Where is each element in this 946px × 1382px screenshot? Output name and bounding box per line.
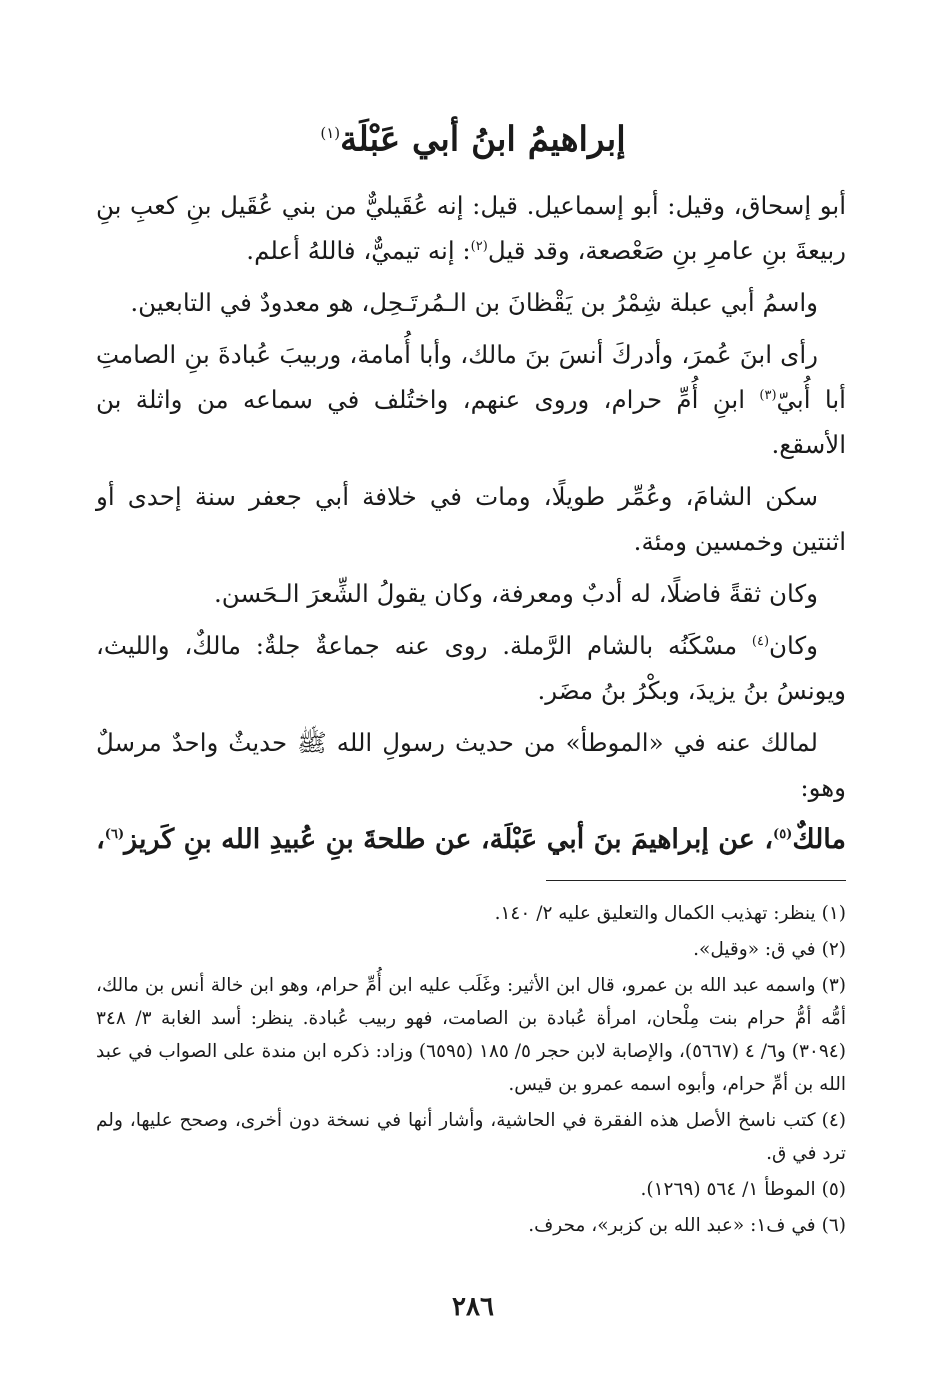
footnote-marker: (٥) bbox=[773, 827, 793, 842]
paragraph-kunya bbox=[96, 183, 846, 273]
text-segment: أبو إسحاق، وقيل: أبو إسماعيل. قيل: إنه عُقَيليٌّ من بني عُقَيل بنِ كعبِ بنِ ربيعةَ بنِ عامرِ بنِ صَعْصعة، وقد قيل bbox=[96, 191, 846, 265]
paragraph-muwatta bbox=[96, 720, 846, 810]
main-text bbox=[96, 183, 846, 869]
footnote-text: في ف١: «عبد الله بن كزبر»، محرف. bbox=[528, 1215, 816, 1236]
footnote-text: في ق: «وقيل». bbox=[693, 939, 816, 960]
text-segment: سكن الشامَ، وعُمِّر طويلًا، ومات في خلافة أبي جعفر سنة إحدى أو اثنتين وخمسين ومئة. bbox=[96, 482, 846, 556]
footnote-text: كتب ناسخ الأصل هذه الفقرة في الحاشية، وأشار أنها في نسخة دون أخرى، وصحح عليها، ولم ترد في ق. bbox=[96, 1110, 846, 1164]
footnote-marker: (٣) bbox=[759, 387, 777, 403]
title-text: إبراهيمُ ابنُ أبي عَبْلَة bbox=[340, 119, 626, 160]
footnote-marker: (٦) bbox=[104, 827, 125, 842]
footnote-marker: (٢) bbox=[470, 238, 488, 254]
footnote-marker: (١) bbox=[320, 124, 341, 142]
footnote-item bbox=[96, 1209, 846, 1242]
footnote-text: الموطأ ١/ ٥٦٤ (١٢٦٩). bbox=[640, 1179, 816, 1200]
footnote-item bbox=[96, 897, 846, 930]
entry-title bbox=[0, 108, 946, 164]
footnote-item bbox=[96, 1104, 846, 1170]
footnote-text: ينظر: تهذيب الكمال والتعليق عليه ٢/ ١٤٠. bbox=[494, 903, 816, 924]
paragraph-father-name bbox=[96, 280, 846, 325]
text-segment: مسْكَنُه بالشام الرَّملة. روى عنه جماعةٌ جلةٌ: مالكٌ، والليث، ويونسُ بنُ يزيدَ، وبكْرُ بنُ مضَر. bbox=[96, 631, 846, 705]
footnote-item bbox=[96, 1173, 846, 1206]
paragraph-character bbox=[96, 571, 846, 616]
text-segment: وكان ثقةً فاضلًا، له أدبٌ ومعرفة، وكان يقولُ الشِّعرَ الـحَسن. bbox=[214, 579, 818, 608]
footnote-number: (٢) bbox=[821, 939, 846, 960]
text-segment: واسمُ أبي عبلة شِمْرُ بن يَقْظانَ بن الـمُرتَـحِل، هو معدودٌ في التابعين. bbox=[130, 288, 818, 317]
paragraph-isnad bbox=[96, 817, 846, 862]
footnote-item bbox=[96, 969, 846, 1101]
text-segment: مالكٌ bbox=[792, 824, 846, 855]
paragraph-teachers bbox=[96, 332, 846, 467]
footnote-number: (١) bbox=[821, 903, 846, 924]
footnote-number: (٣) bbox=[821, 975, 846, 996]
footnote-number: (٦) bbox=[821, 1215, 846, 1236]
footnotes bbox=[96, 897, 846, 1245]
footnote-text: واسمه عبد الله بن عمرو، قال ابن الأثير: وغَلَب عليه ابن أُمِّ حرام، وهو ابن خالة أنس بن مالك، أمُّه أمُّ حرام بنت مِلْحان، امرأة عُبادة بن الصامت، فهو ربيب عُبادة. ينظر: أسد الغابة ٣/ ٣٤٨ (٣٠٩٤) و٦/ ٤ (٥٦٦٧)، والإصابة لابن حجر ٥/ ١٨٥ (٦٥٩٥) وزاد: ذكره ابن مندة على الصواب في عبد الله بن أمِّ حرام، وأبوه اسمه عمرو بن قيس. bbox=[96, 975, 846, 1095]
footnote-marker: (٤) bbox=[751, 633, 770, 649]
page-number: ٢٨٦ bbox=[452, 1292, 494, 1322]
text-segment: ، عن إبراهيمَ بنَ أبي عَبْلَة، عن طلحةَ بنِ عُبيدِ الله بنِ كَريز bbox=[124, 824, 774, 855]
text-segment: : إنه تيميٌّ، فاللهُ أعلم. bbox=[246, 236, 471, 265]
text-segment: لمالك عنه في «الموطأ» من حديث رسولِ الله ﷺ حديثٌ واحدٌ مرسلٌ وهو: bbox=[96, 728, 846, 802]
text-segment: ، bbox=[96, 824, 105, 855]
text-segment: ابنِ أُمِّ حرام، وروى عنهم، واختُلف في سماعه من واثلة بن الأسقع. bbox=[96, 385, 846, 459]
footnote-number: (٥) bbox=[821, 1179, 846, 1200]
paragraph-students bbox=[96, 623, 846, 713]
paragraph-residence-death bbox=[96, 474, 846, 564]
text-segment: رأى ابنَ عُمرَ، وأدركَ أنسَ بنَ مالك، وأبا أُمامة، وربيبَ عُبادةَ بنِ الصامتِ أبا أُبيّ bbox=[96, 340, 846, 414]
footnote-number: (٤) bbox=[821, 1110, 846, 1131]
footnote-divider bbox=[546, 880, 846, 881]
footnote-item bbox=[96, 933, 846, 966]
text-segment: وكان bbox=[769, 631, 818, 660]
